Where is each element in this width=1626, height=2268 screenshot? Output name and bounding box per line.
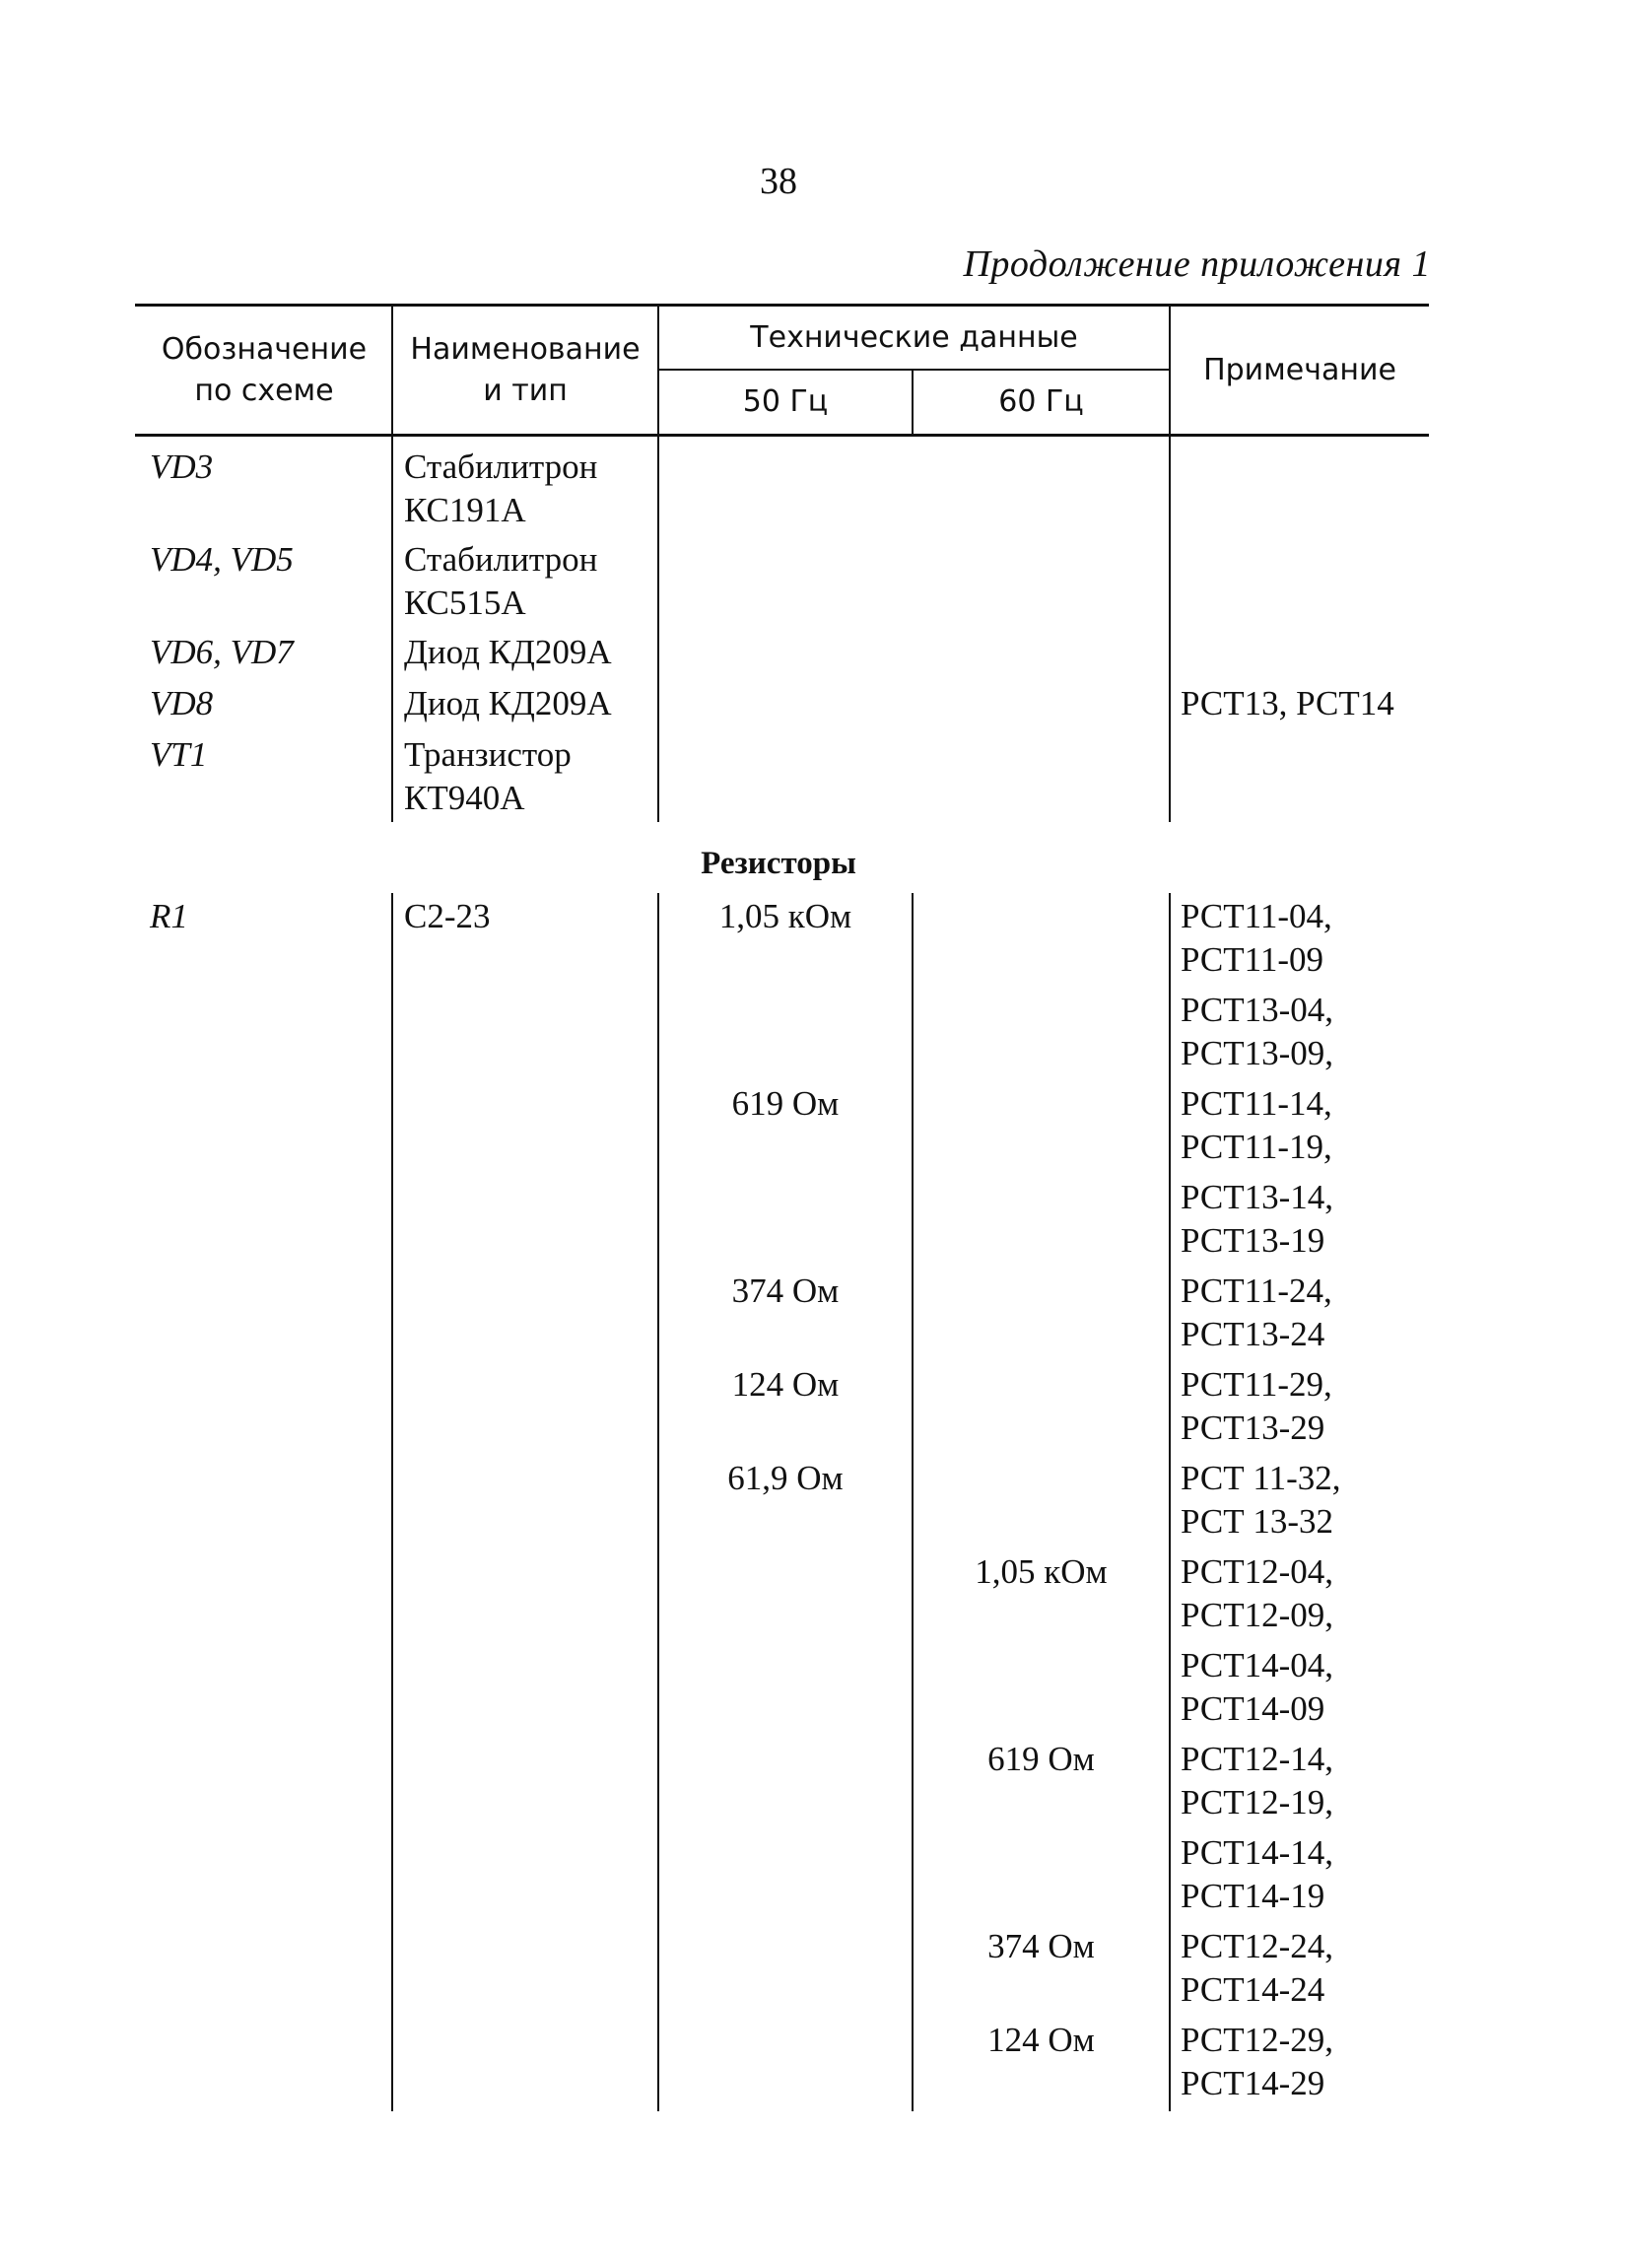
header-note: Примечание: [1203, 353, 1396, 387]
res-row-7-note: РСТ 11-32, РСТ 13-32: [1181, 1459, 1341, 1541]
res-row-4-note: РСТ13-14, РСТ13-19: [1181, 1178, 1334, 1260]
res-row-9-note: РСТ14-04, РСТ14-09: [1181, 1646, 1334, 1728]
res-row-2-note: РСТ13-04, РСТ13-09,: [1181, 991, 1334, 1072]
res-row-3-note: РСТ11-14, РСТ11-19,: [1181, 1084, 1332, 1166]
res-row-8-note: РСТ12-04, РСТ12-09,: [1181, 1552, 1334, 1634]
header-tech-data: Технические данные: [750, 320, 1078, 355]
res-row-8-60hz: 1,05 кОм: [975, 1552, 1108, 1591]
row-vd8-name: Диод КД209А: [404, 684, 612, 722]
section-title-resistors: Резисторы: [701, 846, 856, 881]
row-vd6-designation: VD6, VD7: [150, 633, 294, 671]
row-vd4-designation: VD4, VD5: [150, 540, 294, 579]
resistor-designation: R1: [150, 897, 188, 935]
body-sep-2: [657, 436, 659, 822]
header-60hz: 60 Гц: [998, 384, 1084, 419]
hdr-sep-1: [391, 304, 393, 436]
res-row-1-note: РСТ11-04, РСТ11-09: [1181, 897, 1332, 979]
row-vt1-designation: VT1: [150, 735, 208, 774]
res-row-1-50hz: 1,05 кОм: [718, 897, 852, 935]
res-row-10-60hz: 619 Ом: [987, 1740, 1095, 1778]
continuation-title: Продолжение приложения 1: [963, 243, 1431, 285]
resistor-type: С2-23: [404, 897, 491, 935]
row-vd8-note: РСТ13, РСТ14: [1181, 684, 1394, 722]
res-row-6-note: РСТ11-29, РСТ13-29: [1181, 1365, 1332, 1447]
body-sep-1: [391, 436, 393, 822]
page-number: 38: [760, 161, 797, 202]
res-row-13-note: РСТ12-29, РСТ14-29: [1181, 2021, 1334, 2102]
row-vt1-name: Транзистор КТ940А: [404, 735, 572, 817]
row-vd4-name: Стабилитрон КС515А: [404, 540, 598, 622]
tech-sub-rule: [658, 369, 1170, 371]
res-row-12-60hz: 374 Ом: [987, 1927, 1095, 1965]
res-sep-1: [391, 893, 393, 2111]
header-bottom-rule: [135, 434, 1429, 437]
res-sep-4: [1169, 893, 1171, 2111]
row-vd3-designation: VD3: [150, 447, 214, 486]
res-row-11-note: РСТ14-14, РСТ14-19: [1181, 1833, 1334, 1915]
res-row-13-60hz: 124 Ом: [987, 2021, 1095, 2059]
res-row-12-note: РСТ12-24, РСТ14-24: [1181, 1927, 1334, 2009]
res-row-10-note: РСТ12-14, РСТ12-19,: [1181, 1740, 1334, 1821]
res-sep-2: [657, 893, 659, 2111]
res-row-5-note: РСТ11-24, РСТ13-24: [1181, 1271, 1332, 1353]
row-vd3-name: Стабилитрон КС191А: [404, 447, 598, 529]
row-vd8-designation: VD8: [150, 684, 214, 722]
res-row-7-50hz: 61,9 Ом: [727, 1459, 844, 1497]
res-row-5-50hz: 374 Ом: [731, 1271, 840, 1310]
table-top-rule: [135, 304, 1429, 307]
header-designation: Обозначение по схеме: [161, 332, 368, 408]
body-sep-4: [1169, 436, 1171, 822]
header-50hz: 50 Гц: [742, 384, 829, 419]
header-name-type: Наименование и тип: [410, 332, 641, 408]
res-row-3-50hz: 619 Ом: [731, 1084, 840, 1123]
row-vd6-name: Диод КД209А: [404, 633, 612, 671]
res-row-6-50hz: 124 Ом: [731, 1365, 840, 1404]
